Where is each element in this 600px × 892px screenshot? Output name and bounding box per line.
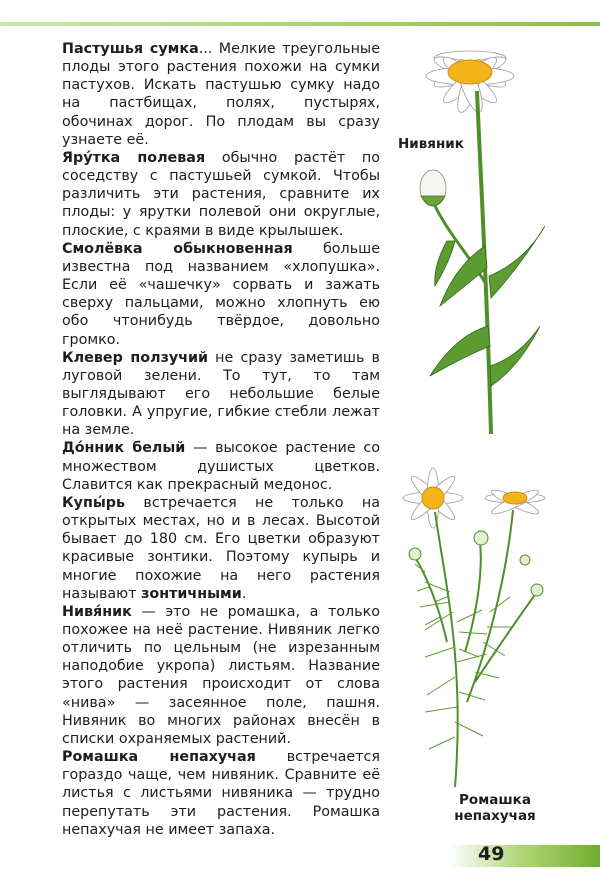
paragraph-text: встречается гораздо чаще, чем нивяник. Сравните её листья с листьями нивяника — трудно перепутать эти растения. Ромашка непахучая не имеет запаха. <box>62 749 381 838</box>
paragraph-tail: . <box>241 585 247 602</box>
daisy-bud <box>420 170 446 206</box>
paragraph-pennycress <box>62 149 380 240</box>
top-green-rule <box>0 22 600 26</box>
paragraph-scentless-mayweed <box>62 748 380 839</box>
term-campion: Смолёвка обыкновенная <box>62 240 293 257</box>
paragraph-text: не сразу заметишь в луговой зелени. То тут, то там выглядывают его небольшие белые головки. А упругие, гибкие стебли лежат на земле. <box>62 349 380 439</box>
paragraph-text: обычно растёт по соседству с пастушьей сумкой. Чтобы различить эти растения, сравните их плоды: у ярутки полевой они округлые, плоские, с краями в виде крылышек. <box>62 149 380 239</box>
term-cow-parsley: Купы́рь <box>62 494 126 511</box>
mayweed-stems <box>415 510 537 787</box>
mayweed-flower-right <box>485 486 545 517</box>
mayweed-label <box>440 792 550 824</box>
page-number-band <box>450 845 600 867</box>
term-oxeye-daisy: Нивя́ник <box>62 603 132 620</box>
paragraph-campion <box>62 240 380 349</box>
paragraph-text: встречается не только на открытых местах, но и в лесах. Высотой бывает до 180 см. Его цветки образуют красивые зонтики. Поэтому купырь и многие похожие на него растения называют <box>62 494 380 602</box>
paragraph-text: — высокое растение со множеством душистых цветков. Славится как прекрасный медонос. <box>62 440 381 493</box>
paragraph-text: ... Мелкие треугольные плоды этого растения похожи на сумки пастухов. Искать пастушью сумку надо на пастбищах, полях, пустырях, обочинах дорог. По плодам вы сразу узнаете её. <box>62 41 380 148</box>
mayweed-flower-left <box>403 468 463 528</box>
oxeye-daisy-illustration <box>395 36 575 436</box>
paragraph-shepherds-purse <box>62 40 380 149</box>
mayweed-label-line1: Ромашка <box>459 792 531 808</box>
oxeye-daisy-label: Нивяник <box>398 136 464 152</box>
term-white-clover: Клевер ползучий <box>62 349 209 366</box>
scentless-mayweed-illustration <box>395 462 565 792</box>
paragraph-oxeye-daisy <box>62 603 380 748</box>
term-scentless-mayweed: Ромашка непахучая <box>62 749 256 766</box>
paragraph-sweet-clover <box>62 439 380 493</box>
mayweed-feathery-leaves <box>415 564 512 749</box>
paragraph-cow-parsley <box>62 494 380 603</box>
paragraph-text: больше известна под названием «хлопушка». Если её «чашечку» сорвать и зажать сверху пальцами, можно хлопнуть ею обо чтонибудь твёрдое, довольно громко. <box>62 240 380 348</box>
mayweed-label-line2: непахучая <box>454 808 536 824</box>
paragraph-text: — это не ромашка, а только похожее на неё растение. Нивяник легко отличить по цельным (не изрезанным наподобие укропа) листьям. Название этого растения происходит от слова «нива» — засеянное поле, пашня. Нивяник во многих районах внесён в списки охраняемых растений. <box>62 603 380 747</box>
term-shepherds-purse: Пастушья сумка <box>62 41 199 57</box>
page-number: 49 <box>478 843 505 865</box>
term-sweet-clover: До́нник белый <box>62 440 186 457</box>
term-umbellifers: зонтичными <box>141 585 242 602</box>
text-column <box>62 40 380 839</box>
paragraph-white-clover <box>62 349 380 440</box>
daisy-center <box>448 60 492 84</box>
term-pennycress: Яру́тка полевая <box>62 149 206 166</box>
